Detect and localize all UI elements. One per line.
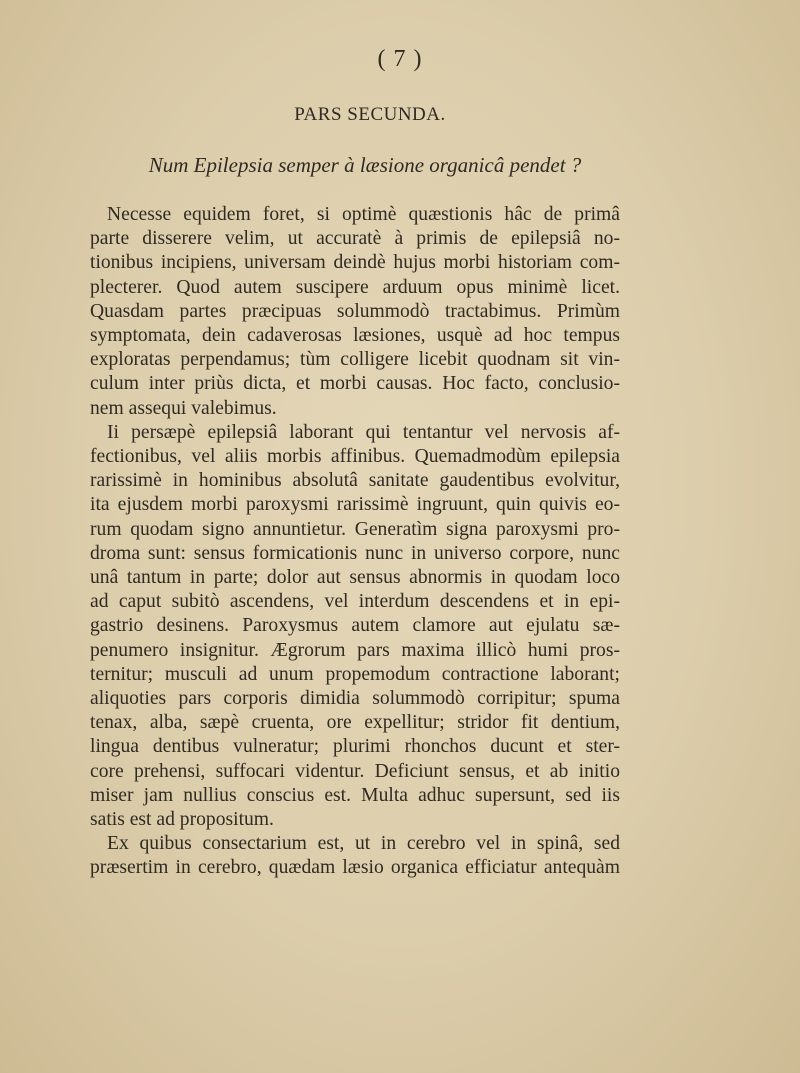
text-line: præsertim in cerebro, quædam læsio organica efficiatur antequàm	[90, 857, 620, 879]
page-number: ( 7 )	[377, 46, 423, 72]
text-line: penumero insignitur. Ægrorum pars maxima illicò humi pros-	[90, 639, 620, 661]
text-line: nem assequi valebimus.	[90, 397, 277, 419]
text-line: miser jam nullius conscius est. Multa adhuc supersunt, sed iis	[90, 784, 620, 806]
text-line: rum quodam signo annuntietur. Generatìm signa paroxysmi pro-	[90, 518, 620, 540]
text-line: ita ejusdem morbi paroxysmi rarissimè ingruunt, quin quivis eo-	[90, 494, 620, 516]
text-line: droma sunt: sensus formicationis nunc in universo corpore, nunc	[90, 542, 620, 564]
text-line: tenax, alba, sæpè cruenta, ore expellitur; stridor fit dentium,	[90, 712, 620, 734]
text-line: rarissimè in hominibus absolutâ sanitate gaudentibus evolvitur,	[90, 470, 620, 492]
text-line: tionibus incipiens, universam deindè hujus morbi historiam com-	[90, 252, 620, 274]
text-line: ternitur; musculi ad unum propemodum contractione laborant;	[90, 663, 620, 685]
text-line: satis est ad propositum.	[90, 809, 274, 831]
text-line: exploratas perpendamus; tùm colligere licebit quodnam sit vin-	[90, 349, 620, 371]
text-line: Necesse equidem foret, si optimè quæstionis hâc de primâ	[107, 204, 620, 225]
text-line: Ii persæpè epilepsiâ laborant qui tentantur vel nervosis af-	[107, 421, 620, 443]
text-line: parte disserere velim, ut accuratè à primis de epilepsiâ no-	[90, 228, 620, 250]
text-line: gastrio desinens. Paroxysmus autem clamore aut ejulatu sæ-	[90, 615, 620, 637]
body-text	[90, 203, 620, 881]
text-line: fectionibus, vel aliis morbis affinibus. Quemadmodùm epilepsia	[90, 446, 620, 468]
text-line: unâ tantum in parte; dolor aut sensus abnormis in quodam loco	[90, 567, 620, 589]
text-line: core prehensi, suffocari videntur. Deficiunt sensus, et ab initio	[90, 760, 620, 782]
text-line: aliquoties pars corporis dimidia solummodò corripitur; spuma	[90, 688, 620, 710]
text-line: culum inter priùs dicta, et morbi causas. Hoc facto, conclusio-	[90, 373, 620, 395]
question-heading: Num Epilepsia semper à læsione organicâ pendet ?	[148, 153, 582, 177]
part-title: PARS SECUNDA.	[294, 104, 446, 125]
text-line: plecterer. Quod autem suscipere arduum opus minimè licet.	[90, 276, 620, 298]
text-line: lingua dentibus vulneratur; plurimi rhonchos ducunt et ster-	[90, 736, 620, 758]
text-line: ad caput subitò ascendens, vel interdum descendens et in epi-	[90, 591, 620, 613]
text-line: Ex quibus consectarium est, ut in cerebro vel in spinâ, sed	[107, 833, 620, 855]
text-line: Quasdam partes præcipuas solummodò tractabimus. Primùm	[90, 300, 620, 322]
text-line: symptomata, dein cadaverosas læsiones, usquè ad hoc tempus	[90, 325, 620, 347]
